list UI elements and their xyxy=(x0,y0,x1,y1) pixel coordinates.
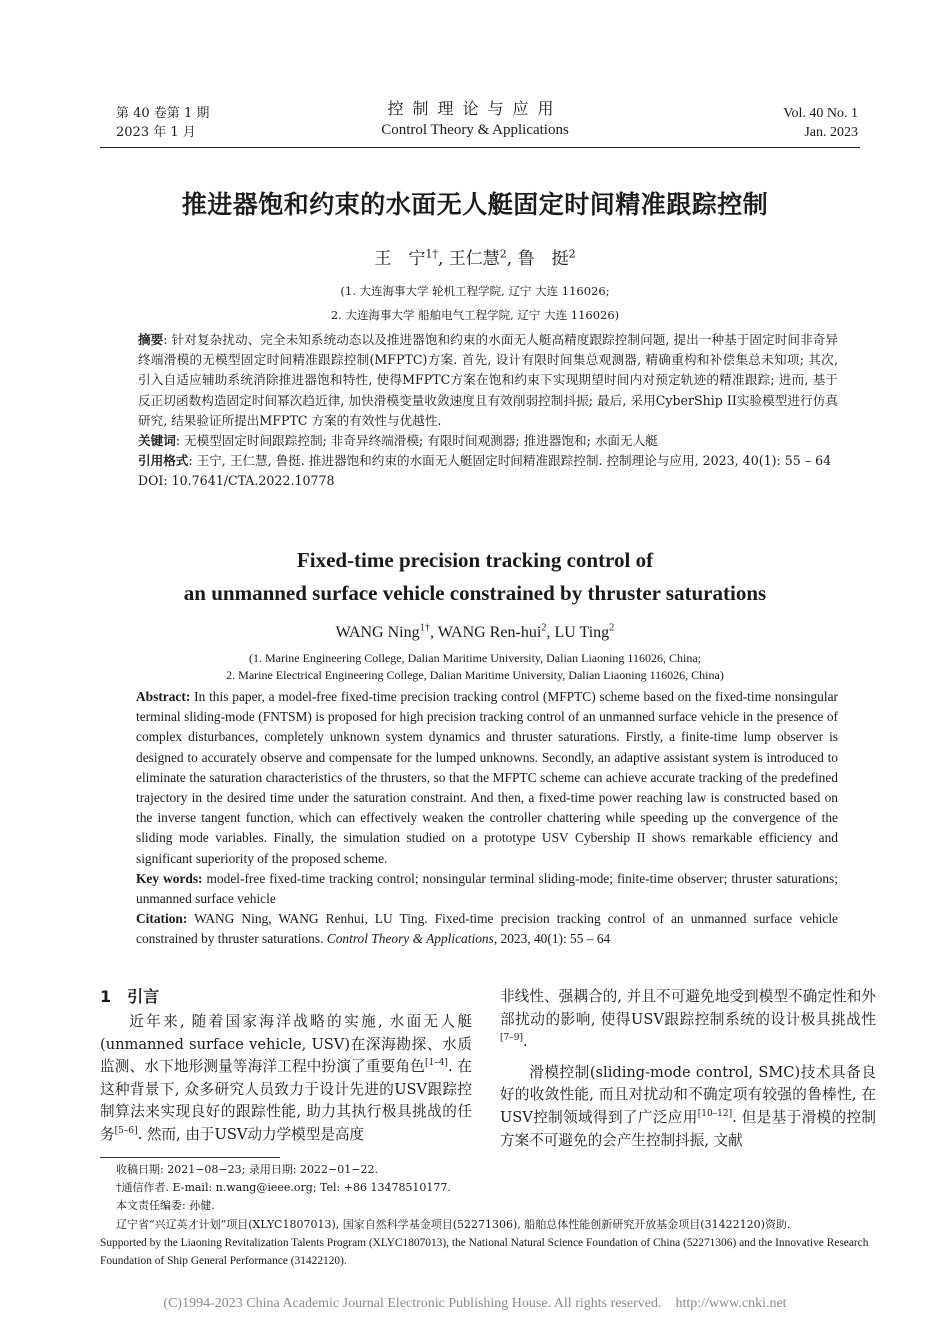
affiliation-2-en: 2. Marine Electrical Engineering College, Dalian Maritime University, Dalian Liaoning 116026, China) xyxy=(226,668,724,682)
abstract-en xyxy=(136,687,838,869)
affiliation-2-cn: 2. 大连海事大学 船舶电气工程学院, 辽宁 大连 116026) xyxy=(330,308,620,322)
reference-link[interactable]: [5–6] xyxy=(114,1126,138,1137)
body-text: 滑模控制(sliding-mode control, SMC)技术具备良好的收敛性能, 而且对扰动和不确定项有较强的鲁棒性, 在USV控制领域得到了广泛应用 xyxy=(500,1063,876,1126)
citation-cn-text: : 王宁, 王仁慧, 鲁挺. 推进器饱和约束的水面无人艇固定时间精准跟踪控制. 控制理论与应用, 2023, 40(1): 55 – 64 xyxy=(188,453,832,469)
paper-title-en-line2: an unmanned surface vehicle constrained by thruster saturations xyxy=(183,581,767,605)
author-1-cn: 王 宁 xyxy=(374,249,426,269)
reference-link[interactable]: [10–12] xyxy=(697,1109,733,1120)
footnote-corresponding: †通信作者. E-mail: n.wang@ieee.org; Tel: +86 13478510177. xyxy=(116,1181,451,1195)
footnote-rule xyxy=(100,1157,280,1158)
keywords-en-label: Key words: xyxy=(136,870,203,886)
footnotes xyxy=(100,1161,876,1270)
section-number: 1 xyxy=(100,987,112,1006)
header-rule xyxy=(100,147,860,148)
body-text: . 但是基于滑模的控制方案不可避免的会产生控制抖振, 文献 xyxy=(500,1108,877,1149)
abstract-cn-text: : 针对复杂扰动、完全未知系统动态以及推进器饱和约束的水面无人艇高精度跟踪控制问题, 提出一种基于固定时间非奇异终端滑模的无模型固定时间精准跟踪控制(MFPTC)方案. 首先, 设计有限时间集总观测器, 精确重构和补偿集总未知项; 其次, 引入自适应辅助系统消除推进器饱和特性, 使得MFPTC方案在饱和约束下实现期望时间内对预定轨迹的精准跟踪; 进而, 基于反正切函数构造固定时间幂次趋近律, 加快滑模变量收敛速度且有效削弱控制抖振; 最后, 采用CyberShip II实验模型进行仿真研究, 结果验证所提出MFPTC 方案的有效性与优越性. xyxy=(138,332,838,428)
header-vol-en: Vol. 40 No. 1 xyxy=(783,106,858,121)
keywords-en xyxy=(136,869,838,909)
copyright-footer: (C)1994-2023 China Academic Journal Electronic Publishing House. All rights reserved. http://www.cnki.net xyxy=(163,1296,787,1311)
author-3-cn-mark: 2 xyxy=(568,247,576,261)
author-2-en: WANG Ren-hui xyxy=(437,624,542,641)
keywords-cn-text: : 无模型固定时间跟踪控制; 非奇异终端滑模; 有限时间观测器; 推进器饱和; 水面无人艇 xyxy=(175,433,658,449)
citation-cn xyxy=(138,451,838,471)
body-text: . xyxy=(522,1033,528,1051)
body-text: . 在这种背景下, 众多研究人员致力于设计先进的USV跟踪控制算法来实现良好的跟踪性能, 助力其执行极具挑战的任务 xyxy=(100,1058,472,1143)
abstract-en-text: In this paper, a model-free fixed-time precision tracking control (MFPTC) scheme based on the fixed-time nonsingular terminal sliding-mode (FNTSM) is proposed for high precision tracking control of an unmanned surface vehicle in the presence of complex disturbances, completely unknown system dynamics and thruster saturations. Firstly, a finite-time lump observer is designed to accurately observe and compensate for the lumped unknowns. Secondly, an adaptive assistant system is introduced to eliminate the saturation characteristics of the thrusters, so that the MFPTC scheme can achieve accurate tracking of the predefined trajectory in the desired time under the saturation constraint. And then, a fixed-time power reaching law is constructed based on the inverse tangent function, which can effectively weaken the controller chattering while speeding up the convergence of the sliding mode variables. Finally, the simulation studied on a prototype USV Cybership II shows remarkable efficiency and significant superiority of the proposed scheme. xyxy=(136,689,838,866)
abstract-en-label: Abstract: xyxy=(136,689,191,704)
paper-title-en xyxy=(0,544,950,610)
author-2-en-mark: 2 xyxy=(541,622,547,634)
paper-title-en-line1: Fixed-time precision tracking control of xyxy=(296,548,654,572)
author-sep: , xyxy=(437,249,449,269)
footnote-funding-en: Supported by the Liaoning Revitalization Talents Program (XLYC1807013), the National Natural Science Foundation of China (52271306) and the Innovative Research Foundation of Ship General Performance (31422120). xyxy=(100,1236,869,1268)
citation-cn-label: 引用格式 xyxy=(138,453,189,469)
footnote-received: 收稿日期: 2021−08−23; 录用日期: 2022−01−22. xyxy=(116,1163,378,1176)
author-1-cn-mark: 1† xyxy=(425,247,438,261)
affiliation-1-en: (1. Marine Engineering College, Dalian Maritime University, Dalian Liaoning 116026, China; xyxy=(248,651,701,665)
author-2-cn-mark: 2 xyxy=(499,247,507,261)
body-text: 非线性、强耦合的, 并且不可避免地受到模型不确定性和外部扰动的影响, 使得USV跟踪控制系统的设计极具挑战性 xyxy=(500,988,876,1028)
author-sep: , xyxy=(506,249,518,269)
journal-title-en: Control Theory & Applications xyxy=(381,122,569,138)
author-2-cn: 王仁慧 xyxy=(448,249,500,269)
paragraph-2 xyxy=(500,1062,876,1152)
body-column-right xyxy=(500,986,876,1152)
affiliations-cn xyxy=(0,279,950,327)
abstract-en-block xyxy=(136,687,838,950)
affiliations-en xyxy=(0,650,950,684)
author-1-en: WANG Ning xyxy=(335,624,420,641)
keywords-cn xyxy=(138,431,838,451)
author-3-en: LU Ting xyxy=(554,624,610,641)
abstract-cn-label: 摘要 xyxy=(138,332,164,347)
author-1-en-mark: 1† xyxy=(419,622,430,634)
abstract-cn xyxy=(138,330,838,431)
keywords-cn-label: 关键词 xyxy=(138,433,176,449)
footnote-funding-cn: 辽宁省“兴辽英才计划”项目(XLYC1807013), 国家自然科学基金项目(52271306), 船舶总体性能创新研究开放基金项目(31422120)资助. xyxy=(116,1217,791,1231)
abstract-cn-block xyxy=(138,330,838,492)
section-title: 引言 xyxy=(127,987,160,1006)
affiliation-1-cn: (1. 大连海事大学 轮机工程学院, 辽宁 大连 116026; xyxy=(340,284,610,298)
header-vol-cn: 第 40 卷第 1 期 xyxy=(116,106,210,121)
body-text: 近年来, 随着国家海洋战略的实施, 水面无人艇(unmanned surface vehicle, USV)在深海勘探、水质监测、水下地形测量等海洋工程中扮演了重要角色 xyxy=(100,1013,472,1076)
citation-en-label: Citation: xyxy=(136,911,188,927)
header-volume-en xyxy=(783,104,858,142)
citation-en-text: WANG Ning, WANG Renhui, LU Ting. Fixed-time precision tracking control of an unmanned surface vehicle constrained by thruster saturations. xyxy=(136,911,838,947)
citation-en xyxy=(136,909,838,949)
paragraph-1-continued xyxy=(500,986,876,1054)
header-date-en: Jan. 2023 xyxy=(804,125,858,140)
footnote-editor: 本文责任编委: 孙健. xyxy=(116,1199,215,1213)
citation-en-tail: , 2023, 40(1): 55 – 64 xyxy=(493,931,611,947)
citation-en-journal: Control Theory & Applications xyxy=(326,931,494,947)
authors-cn xyxy=(0,247,950,271)
authors-en xyxy=(0,622,950,644)
author-3-cn: 鲁 挺 xyxy=(517,249,569,269)
section-heading xyxy=(100,986,159,1008)
author-sep: , xyxy=(546,624,555,641)
keywords-en-text: model-free fixed-time tracking control; nonsingular terminal sliding-mode; finite-time observer; thruster saturations; unmanned surface vehicle xyxy=(136,870,838,907)
body-column-left xyxy=(100,1011,472,1147)
reference-link[interactable]: [1–4] xyxy=(424,1058,448,1069)
body-text: . 然而, 由于USV动力学模型是高度 xyxy=(137,1125,365,1143)
paper-title-cn: 推进器饱和约束的水面无人艇固定时间精准跟踪控制 xyxy=(181,190,769,219)
header-date-cn: 2023 年 1 月 xyxy=(116,125,196,140)
doi: DOI: 10.7641/CTA.2022.10778 xyxy=(138,473,335,489)
author-3-en-mark: 2 xyxy=(609,622,615,634)
reference-link[interactable]: [7–9] xyxy=(500,1033,523,1044)
journal-title-cn: 控制理论与应用 xyxy=(387,99,563,118)
paragraph-1 xyxy=(100,1011,472,1147)
author-sep: , xyxy=(430,624,438,641)
